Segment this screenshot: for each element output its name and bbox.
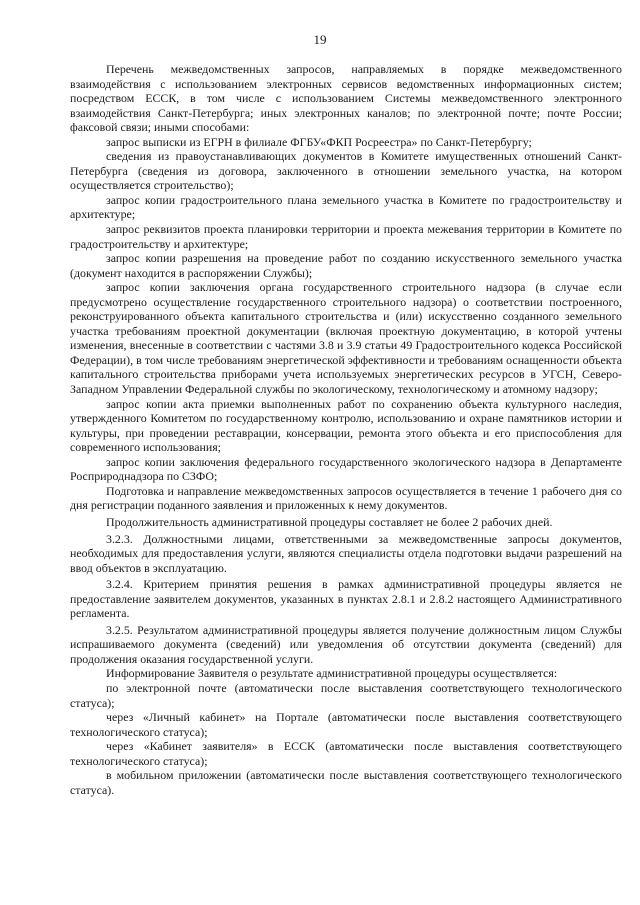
paragraph-list-item: через «Кабинет заявителя» в ЕССК (автоматически после выставления соответствующего технологического статуса); — [70, 739, 622, 768]
paragraph-text: Продолжительность административной процедуры составляет не более 2 рабочих дней. — [106, 514, 553, 529]
paragraph-list-item: запрос реквизитов проекта планировки территории и проекта межевания территории в Комитете по градостроительству и архитектуре; — [70, 222, 622, 251]
paragraph-list-item: сведения из правоустанавливающих документов в Комитете имущественных отношений Санкт-Петербурга (сведения из договора, заключенного в отношении земельного участка, на котором осуществляется строительство); — [70, 149, 622, 193]
paragraph-list-item: запрос копии заключения органа государственного строительного надзора (в случае если предусмотрено осуществление государственного строительного надзора) о соответствии построенного, реконструированного объекта капитального строительства и (или) искусственно созданного земельного участка требованиям проектной документации (включая проектную документацию, в которой учтены изменения, внесенные в соответствии с частями 3.8 и 3.9 статьи 49 Градостроительного кодекса Российской Федерации), в том числе требованиям энергетической эффективности и требованиям оснащенности объекта капитального строительства приборами учета используемых энергетических ресурсов в УГСН, Северо-Западном Управлении Федеральной службы по экологическому, технологическому и атомному надзору; — [70, 280, 622, 397]
paragraph-section-3-2-3: 3.2.3. Должностными лицами, ответственными за межведомственные запросы документов, необходимых для предоставления услуги, являются специалисты отдела подготовки выдачи разрешений на ввод объектов в эксплуатацию. — [70, 531, 622, 575]
page-number: 19 — [313, 32, 327, 47]
paragraph-intro: Перечень межведомственных запросов, направляемых в порядке межведомственного взаимодействия с использованием электронных сервисов ведомственных информационных систем; посредством ЕССК, в том числе с использованием Системы межведомственного электронного взаимодействия Санкт-Петербурга; иных электронных каналов; по электронной почте; почте России; факсовой связи; иными способами: — [70, 62, 622, 135]
paragraph-list-item: в мобильном приложении (автоматически после выставления соответствующего технологического статуса). — [70, 768, 622, 797]
paragraph-section-3-2-5: 3.2.5. Результатом административной процедуры является получение должностным лицом Службы испрашиваемого документа (сведений) или уведомления об отсутствии документа (сведений) для продолжения оказания государственной услуги. — [70, 622, 622, 666]
paragraph-list-item: через «Личный кабинет» на Портале (автоматически после выставления соответствующего технологического статуса); — [70, 710, 622, 739]
paragraph-list-item: запрос копии акта приемки выполненных работ по сохранению объекта культурного наследия, утвержденного Комитетом по государственному контролю, использованию и охране памятников истории и культуры, при проведении реставрации, консервации, ремонта этого объекта и его приспособления для современного использования; — [70, 396, 622, 455]
paragraph-list-item: по электронной почте (автоматически после выставления соответствующего технологического статуса); — [70, 680, 622, 710]
paragraph-list-item: запрос копии градостроительного плана земельного участка в Комитете по градостроительству и архитектуре; — [70, 192, 622, 222]
document-body — [70, 62, 622, 797]
paragraph-section-3-2-4: 3.2.4. Критерием принятия решения в рамках административной процедуры является не предоставление заявителем документов, указанных в пунктах 2.8.1 и 2.8.2 настоящего Административного регламента. — [70, 577, 622, 621]
paragraph-list-item: запрос выписки из ЕГРН в филиале ФГБУ«ФКП Росреестра» по Санкт-Петербургу; — [106, 134, 532, 149]
paragraph-text: Информирование Заявителя о результате административной процедуры осуществляется: — [106, 666, 558, 681]
paragraph-list-item: запрос копии разрешения на проведение работ по созданию искусственного земельного участка (документ находится в распоряжении Службы); — [70, 251, 622, 280]
paragraph-text: Подготовка и направление межведомственных запросов осуществляется в течение 1 рабочего дня со дня регистрации поданного заявления и приложенных к нему документов. — [70, 483, 622, 513]
paragraph-list-item: запрос копии заключения федерального государственного экологического надзора в Департаменте Росприроднадзора по СЗФО; — [70, 454, 622, 484]
